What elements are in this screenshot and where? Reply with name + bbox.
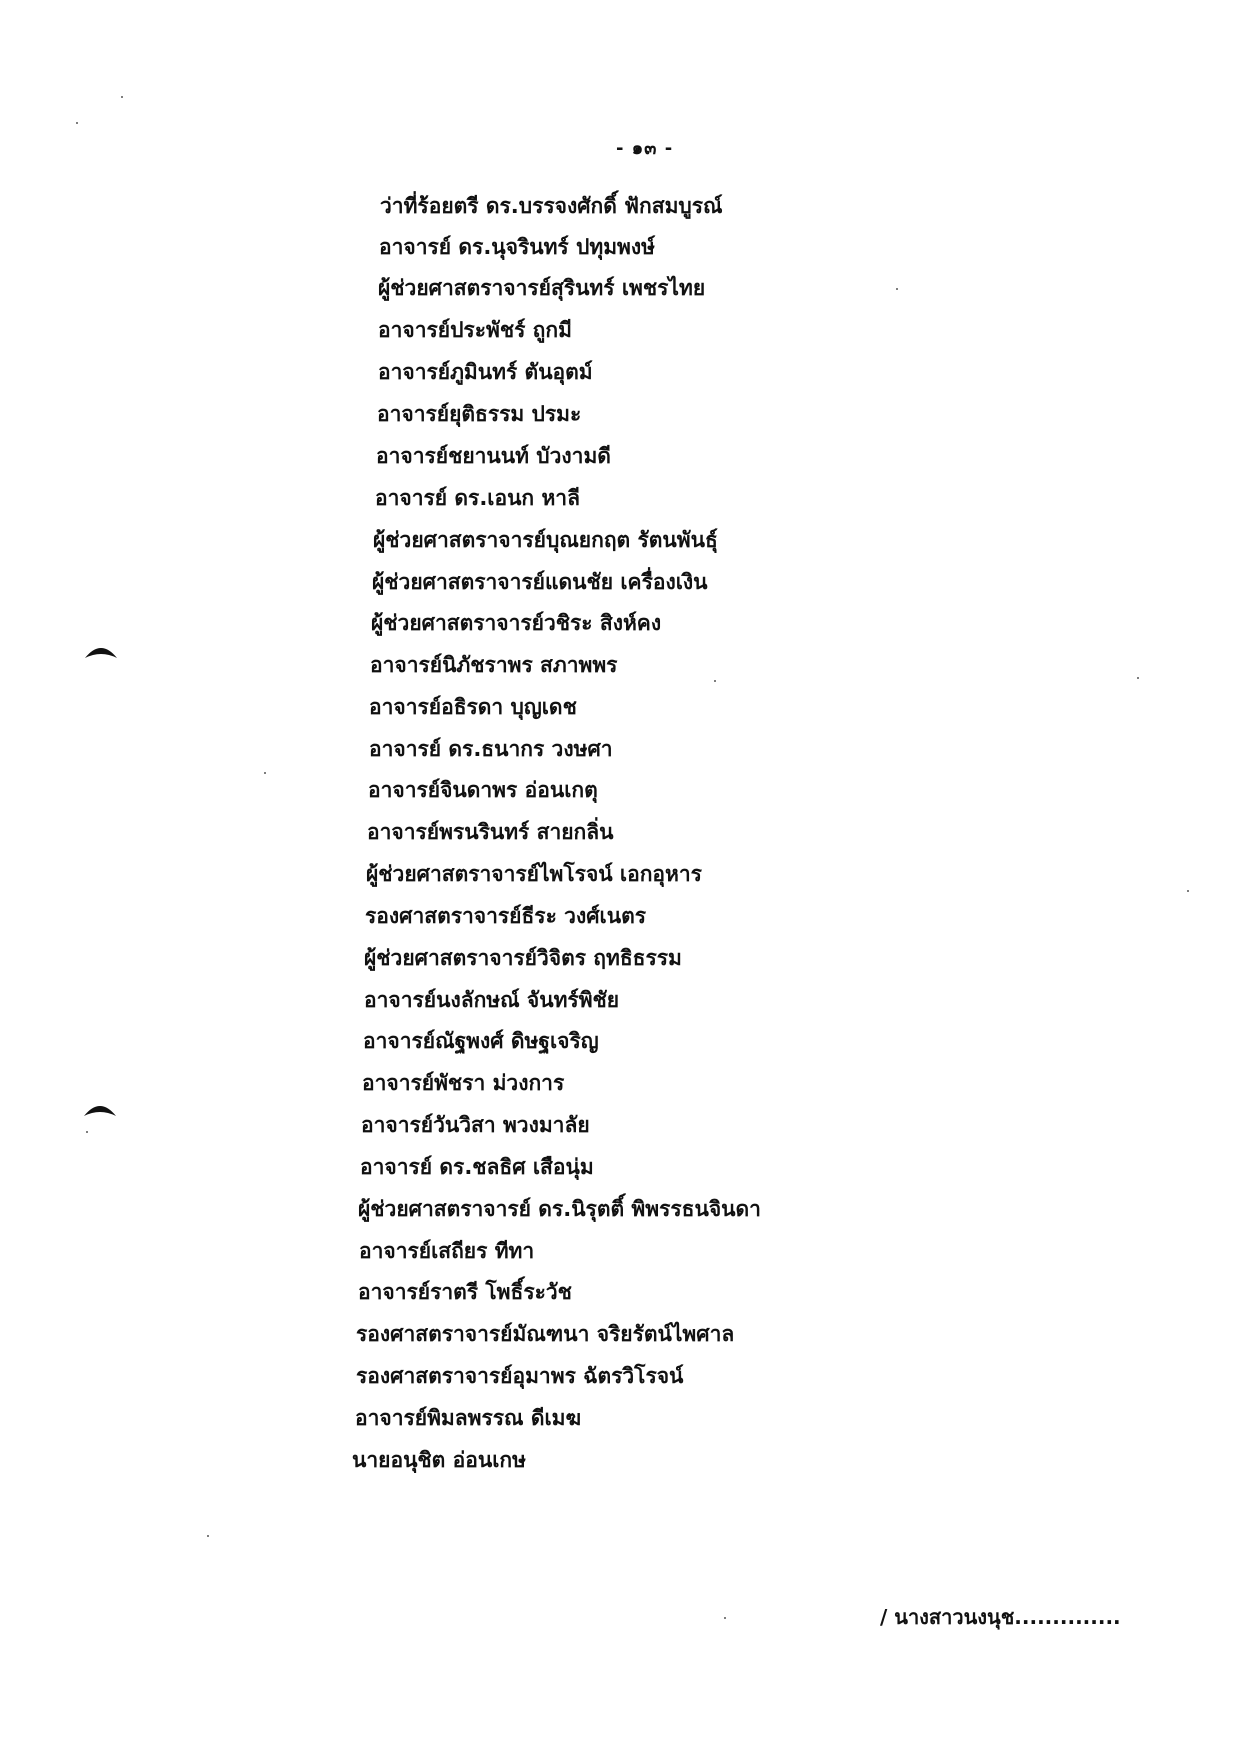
name-line: อาจารย์ ดร.ธนากร วงษศา [369,737,613,761]
name-line: ผู้ช่วยศาสตราจารย์วชิระ สิงห์คง [371,611,662,635]
name-line: รองศาสตราจารย์อุมาพร ฉัตรวิโรจน์ [356,1364,684,1388]
name-line: อาจารย์วันวิสา พวงมาลัย [361,1113,590,1137]
name-line: อาจารย์ชยานนท์ บัวงามดี [376,444,611,468]
scan-speck [1137,677,1139,679]
name-line: อาจารย์ ดร.ชลธิศ เสือนุ่ม [360,1155,594,1179]
name-line: นายอนุชิต อ่อนเกษ [352,1448,526,1472]
name-line: อาจารย์ ดร.นุจรินทร์ ปทุมพงษ์ [379,235,655,259]
name-line: อาจารย์ ดร.เอนก หาลี [375,486,580,510]
name-line: ผู้ช่วยศาสตราจารย์วิจิตร ฤทธิธรรม [364,946,682,970]
name-line: อาจารย์พัชรา ม่วงการ [362,1071,565,1095]
name-line: รองศาสตราจารย์ธีระ วงศ์เนตร [365,904,646,928]
name-line: รองศาสตราจารย์มัณฑนา จริยรัตน์ไพศาล [356,1322,735,1346]
name-line: อาจารย์พรนรินทร์ สายกลิ่น [367,820,614,844]
name-line: อาจารย์จินดาพร อ่อนเกตุ [368,778,598,802]
name-line: อาจารย์พิมลพรรณ ดีเมฆ [355,1406,582,1430]
scan-speck [724,1617,726,1619]
name-line: อาจารย์อธิรดา บุญเดช [369,695,577,719]
scan-speck [714,680,716,682]
name-line: อาจารย์เสถียร ทีทา [359,1239,535,1263]
scan-speck [121,96,123,98]
name-line: อาจารย์นิภัชราพร สภาพพร [370,653,618,677]
scan-speck [1187,890,1189,892]
name-line: ผู้ช่วยศาสตราจารย์แดนชัย เครื่องเงิน [372,570,708,594]
scan-speck [207,1535,209,1537]
name-line: อาจารย์ราตรี โพธิ์ระวัช [358,1280,572,1304]
name-line: อาจารย์ยุติธรรม ปรมะ [377,402,582,426]
scan-speck [264,772,266,774]
name-line: อาจารย์นงลักษณ์ จันทร์พิชัย [364,988,620,1012]
scan-speck [896,288,898,290]
scan-speck [86,1131,88,1133]
punch-hole-mark [83,642,119,660]
continuation-note: / นางสาวนงนุช.............. [880,1605,1121,1629]
name-line: ผู้ช่วยศาสตราจารย์ไพโรจน์ เอกอุหาร [366,862,702,886]
page-number: - ๑๓ - [616,138,674,159]
name-line: ว่าที่ร้อยตรี ดร.บรรจงศักดิ์ ฟักสมบูรณ์ [380,194,723,218]
punch-hole-mark [82,1100,118,1118]
name-line: ผู้ช่วยศาสตราจารย์ ดร.นิรุตติ์ พิพรรธนจินดา [358,1197,761,1221]
name-line: อาจารย์ภูมินทร์ ตันอุตม์ [378,360,593,384]
name-line: ผู้ช่วยศาสตราจารย์สุรินทร์ เพชรไทย [378,276,706,300]
scan-speck [76,122,78,124]
name-line: อาจารย์ประพัชร์ ถูกมี [378,318,572,342]
name-line: อาจารย์ณัฐพงศ์ ดิษฐเจริญ [363,1029,599,1053]
name-line: ผู้ช่วยศาสตราจารย์บุณยกฤต รัตนพันธุ์ [373,528,718,552]
